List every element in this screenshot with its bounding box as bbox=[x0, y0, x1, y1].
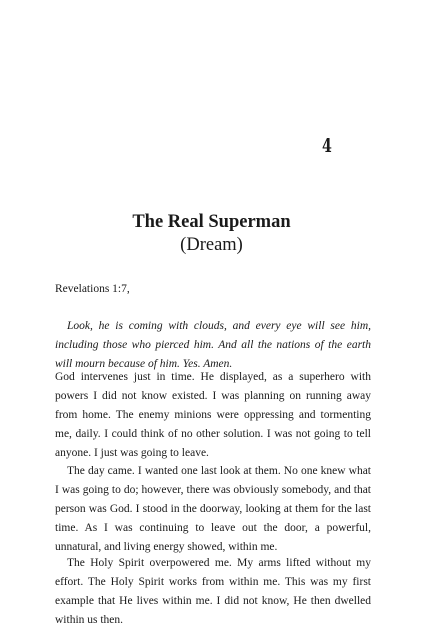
chapter-subtitle: (Dream) bbox=[180, 235, 243, 255]
chapter-title: The Real Superman bbox=[132, 212, 291, 232]
body-paragraph: The Holy Spirit overpowered me. My arms lifted without my effort. The Holy Spirit works from within me. This was my first example that He lives within me. I did not know, He then dwelled within us then. bbox=[55, 557, 371, 626]
body-paragraph: God intervenes just in time. He displayed, as a superhero with powers I did not know existed. I was planning on running away from home. The enemy minions were oppressing and tormenting me, daily. I could think of no other solution. I was not going to tell anyone. I just was going to leave. bbox=[55, 371, 371, 459]
scripture-quote: Look, he is coming with clouds, and every eye will see him, including those who pierced him. And all the nations of the earth will mourn because of him. Yes. Amen. bbox=[55, 320, 371, 370]
chapter-number: 4 bbox=[322, 135, 332, 157]
scripture-reference: Revelations 1:7, bbox=[55, 283, 130, 295]
body-paragraph: The day came. I wanted one last look at them. No one knew what I was going to do; however, there was obviously somebody, and that person was God. I stood in the doorway, looking at them for the last time. As I was continuing to leave out the door, a powerful, unnatural, and living energy showed, within me. bbox=[55, 465, 371, 553]
